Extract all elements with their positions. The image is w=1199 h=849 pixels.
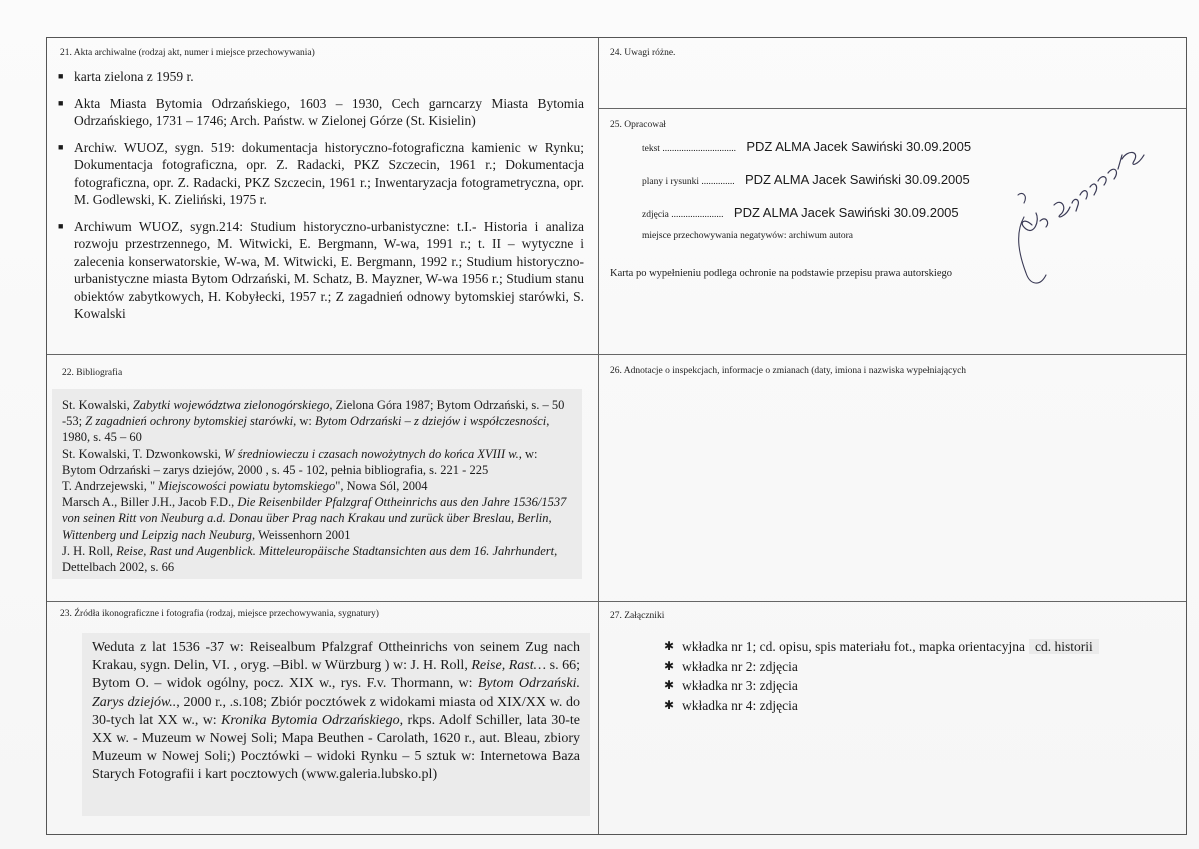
bibliography-text xyxy=(52,389,582,579)
dot-leader: ............................... xyxy=(662,144,736,154)
attachment-text: wkładka nr 2: zdjęcia xyxy=(682,658,798,674)
archive-item xyxy=(54,95,584,130)
asterisk-bullet-icon: ✱ xyxy=(664,639,675,653)
copyright-note: Karta po wypełnieniu podlega ochronie na podstawie przepisu prawa autorskiego xyxy=(610,268,953,279)
italic-title: Miejscowości powiatu bytomskiego xyxy=(158,479,336,494)
column-divider xyxy=(598,38,599,834)
iconography-entry: Weduta z lat 1536 -37 w: Reisealbum Pfalzgraf Ottheinrichs von seinem Zug nach Krakau, sygn. Delin, VI. , oryg. –Bibl. w Würzburg ) w: J. H. Roll, Reise, Rast… s. 66; Bytom O. – widok ogólny, pocz. XIX w., rys. F.v. Thormann, w: Bytom Odrzański. Zarys dziejów.., 2000 r., .s.108; Zbiór pocztówek z widokami miasta od XIX/XX w. do 30-tych lat XX w., w: Kronika Bytomia Odrzańskiego, rkps. Adolf Schiller, lata 30-te XX w. - Muzeum w Nowej Soli; Mapa Beuthen - Carolath, 1620 r., aut. Bleau, zbiory Muzeum w Nowej Soli;) Pocztówki – widoki Rynku – 5 sztuk w: Internetowa Baza Starych Fotografii i kart pocztowych (www.galeria.lubsko.pl) xyxy=(92,640,581,783)
section-24-label: 24. Uwagi różne. xyxy=(610,48,676,58)
row-divider-right-3 xyxy=(598,601,1186,602)
section-23-label: 23. Źródła ikonograficzne i fotografia (rodzaj, miejsce przechowywania, sygnatury) xyxy=(60,609,379,619)
attachment-item xyxy=(660,637,1180,657)
archive-item-text: karta zielona z 1959 r. xyxy=(74,69,194,84)
asterisk-bullet-icon: ✱ xyxy=(664,678,675,692)
section-22-label: 22. Bibliografia xyxy=(62,368,123,378)
attachment-item xyxy=(660,657,1180,677)
attachment-extra: cd. historii xyxy=(1029,639,1099,654)
dot-leader: .............. xyxy=(701,177,735,187)
prepared-key: zdjęcia xyxy=(642,210,669,220)
bibliography-entry: St. Kowalski, Zabytki województwa zielonogórskiego, Zielona Góra 1987; Bytom Odrzański, s. – 50 -53; Z zagadnień ochrony bytomskiej starówki, w: Bytom Odrzański – z dziejów i współczesności, 1980, s. 45 – 60 xyxy=(62,398,565,445)
dot-leader: ...................... xyxy=(671,210,724,220)
archive-item-text: Archiwum WUOZ, sygn.214: Studium historyczno-urbanistyczne: t.I.- Historia i analiza rozwoju przestrzennego, M. Witwicki, E. Bergmann, W-wa, 1991 r.; t. II – wytyczne i zalecenia konserwatorskie, W-wa, M. Witwicki, E. Bergmann, 1992 r.; Studium historyczno-urbanistyczne miasta Bytom Odrzański, M. Schatz, B. Mayzner, W-wa 1956 r.; Studium stanu obiektów zabytkowych, H. Kobyłecki, 1957 r.; Z zagadnień odnowy bytomskiej starówki, S. Kowalski xyxy=(74,218,584,321)
bibliography-entry: J. H. Roll, Reise, Rast und Augenblick. Mitteleuropäische Stadtansichten aus dem 16. Jahrhundert, Dettelbach 2002, s. 66 xyxy=(62,543,558,575)
attachment-text: wkładka nr 4: zdjęcia xyxy=(682,697,798,713)
italic-title: Z zagadnień ochrony bytomskiej starówki xyxy=(85,414,294,429)
italic-title: Bytom Odrzański. Zarys dziejów.. xyxy=(92,676,580,710)
prepared-key: tekst xyxy=(642,144,660,154)
bibliography-entry: Marsch A., Biller J.H., Jacob F.D., Die Reisenbilder Pfalzgraf Ottheinrichs aus den Jahre 1536/1537 von seinen Ritt von Neuburg a.d. Donau über Prag nach Krakau und zurück über Breslau, Berlin, Wittenberg und Leipzig nach Neuburg, Weissenhorn 2001 xyxy=(62,495,567,542)
handwritten-signature xyxy=(1010,125,1170,290)
bibliography-entry: St. Kowalski, T. Dzwonkowski, W średniowieczu i czasach nowożytnych do końca XVIII w., w: Bytom Odrzański – zarys dziejów, 2000 , s. 45 - 102, pełnia bibliografia, s. 221 - 225 xyxy=(62,446,538,477)
italic-title: W średniowieczu i czasach nowożytnych do końca XVIII w., xyxy=(224,446,522,461)
attachment-item xyxy=(660,676,1180,696)
prepared-value: PDZ ALMA Jacek Sawiński 30.09.2005 xyxy=(745,172,970,187)
asterisk-bullet-icon: ✱ xyxy=(664,697,675,712)
archive-item xyxy=(54,68,584,86)
prepared-plans-row xyxy=(642,172,970,187)
section-21-list xyxy=(54,68,584,332)
italic-title: Reise, Rast und Augenblick. Mitteleuropäische Stadtansichten aus dem 16. Jahrhundert xyxy=(116,543,555,558)
row-divider-left-1 xyxy=(47,354,598,355)
attachments-list xyxy=(660,637,1180,715)
square-bullet-icon: ■ xyxy=(58,97,64,108)
italic-title: Kronika Bytomia Odrzańskiego xyxy=(221,712,400,728)
square-bullet-icon: ■ xyxy=(58,141,64,152)
asterisk-bullet-icon: ✱ xyxy=(664,658,675,673)
attachment-text: wkładka nr 3: zdjęcia xyxy=(682,678,798,693)
negatives-location: miejsce przechowywania negatywów: archiwum autora xyxy=(642,231,854,241)
archive-item xyxy=(54,218,584,323)
italic-title: Reise, Rast… xyxy=(471,658,547,674)
prepared-key: plany i rysunki xyxy=(642,177,699,187)
attachment-text: wkładka nr 1; cd. opisu, spis materiału fot., mapka orientacyjna xyxy=(682,639,1026,654)
square-bullet-icon: ■ xyxy=(58,220,64,231)
prepared-value: PDZ ALMA Jacek Sawiński 30.09.2005 xyxy=(733,205,959,220)
row-divider-right-1 xyxy=(598,108,1186,109)
prepared-photos-row xyxy=(642,205,959,220)
prepared-value: PDZ ALMA Jacek Sawiński 30.09.2005 xyxy=(746,139,972,154)
archive-item-text: Archiw. WUOZ, sygn. 519: dokumentacja historyczno-fotograficzna kamienic w Rynku; Dokumentacja fotograficzna, opr. Z. Radacki, PKZ Szczecin, 1961 r.; Dokumentacja fotograficzna, opr. Z. Radacki, PKZ Szczecin, 1961 r.; Inwentaryzacja fotogrametryczna, opr. M. Godlewski, K. Zieliński, 1975 r. xyxy=(74,139,584,207)
section-27-label: 27. Załączniki xyxy=(610,611,665,621)
attachment-item xyxy=(660,696,1180,716)
italic-title: Zabytki województwa zielonogórskiego, xyxy=(132,398,333,412)
prepared-text-row xyxy=(642,139,971,154)
row-divider-left-2 xyxy=(47,601,598,602)
bibliography-entry: T. Andrzejewski, " Miejscowości powiatu bytomskiego", Nowa Sól, 2004 xyxy=(62,479,428,494)
square-bullet-icon: ■ xyxy=(58,71,64,81)
archive-item xyxy=(54,139,584,209)
row-divider-right-2 xyxy=(598,354,1186,355)
italic-title: Die Reisenbilder Pfalzgraf Ottheinrichs aus den Jahre 1536/1537 von seinen Ritt von Neuburg a.d. Donau über Prag nach Krakau und zurück über Breslau, Berlin, Wittenberg und Leipzig nach Neuburg xyxy=(62,495,567,542)
section-25-label: 25. Opracował xyxy=(610,120,666,130)
section-26-label: 26. Adnotacje o inspekcjach, informacje o zmianach (daty, imiona i nazwiska wypełniających xyxy=(610,366,967,376)
archive-item-text: Akta Miasta Bytomia Odrzańskiego, 1603 – 1930, Cech garncarzy Miasta Bytomia Odrzańskiego, 1731 – 1746; Arch. Państw. w Zielonej Górze (St. Kisielin) xyxy=(74,95,584,128)
iconography-text xyxy=(82,633,590,816)
italic-title: Bytom Odrzański – z dziejów i współczesności xyxy=(315,414,547,429)
section-21-label: 21. Akta archiwalne (rodzaj akt, numer i miejsce przechowywania) xyxy=(60,48,315,58)
